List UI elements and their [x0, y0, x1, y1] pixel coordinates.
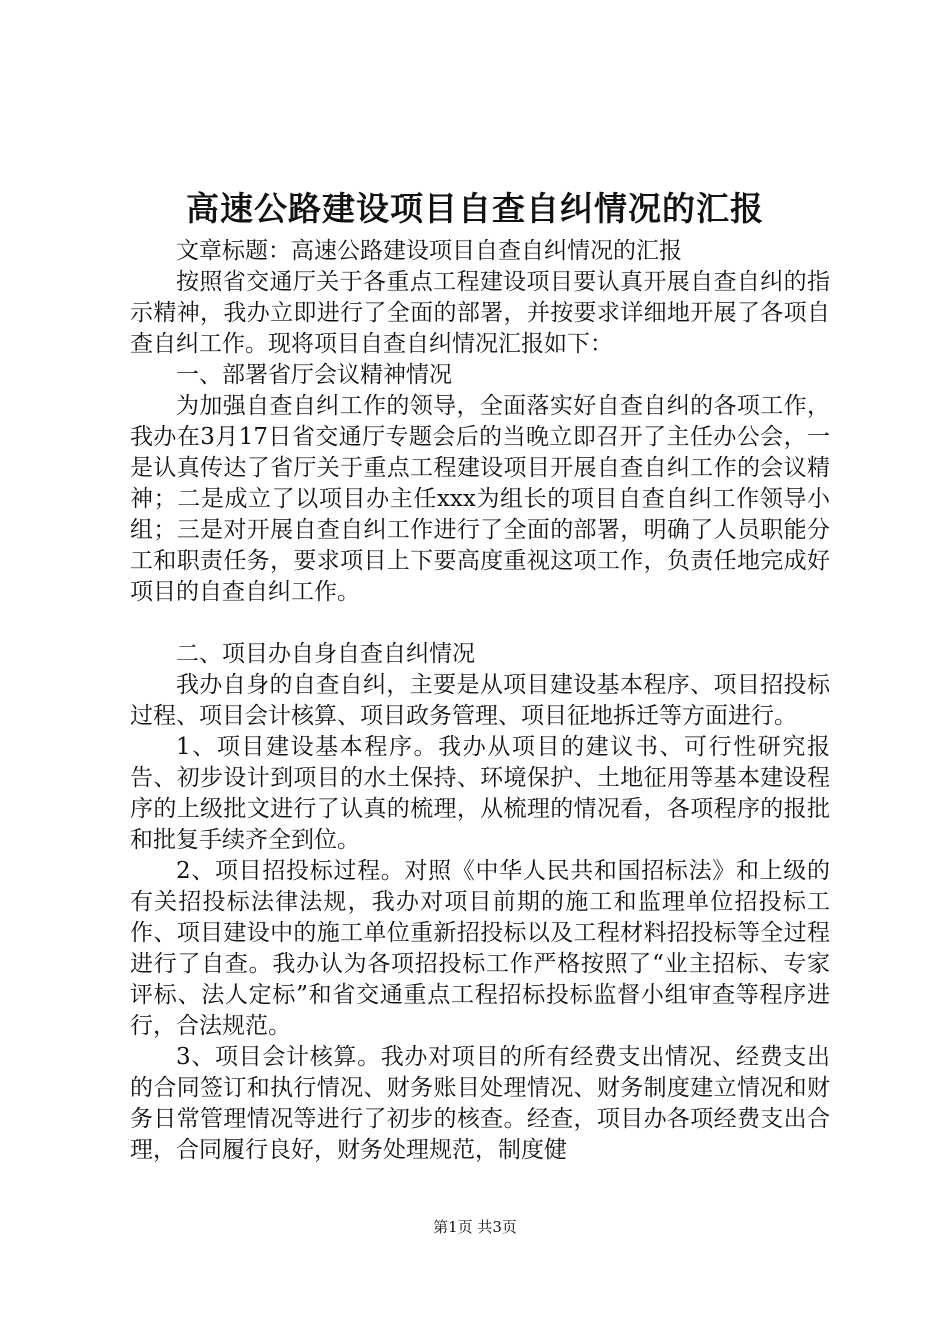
document-body — [130, 236, 830, 1166]
item-2-paragraph: 2、项目招投标过程。对照《中华人民共和国招标法》和上级的有关招投标法律法规，我办对项目前期的施工和监理单位招投标工作、项目建设中的施工单位重新招投标以及工程材料招投标等全过程进行了自查。我办认为各项招投标工作严格按照了“业主招标、专家评标、法人定标”和省交通重点工程招标投标监督小组审查等程序进行，合法规范。 — [130, 858, 830, 1039]
item-1-paragraph: 1、项目建设基本程序。我办从项目的建议书、可行性研究报告、初步设计到项目的水土保持、环境保护、土地征用等基本建设程序的上级批文进行了认真的梳理，从梳理的情况看，各项程序的报批和批复手续齐全到位。 — [130, 734, 830, 853]
section-heading-1: 一、部署省厅会议精神情况 — [176, 362, 452, 388]
item-3-paragraph: 3、项目会计核算。我办对项目的所有经费支出情况、经费支出的合同签订和执行情况、财务账目处理情况、财务制度建立情况和财务日常管理情况等进行了初步的核查。经查，项目办各项经费支出合理，合同履行良好，财务处理规范，制度健 — [130, 1044, 830, 1163]
page-number-footer: 第1页 共3页 — [433, 1218, 517, 1236]
section-heading-2: 二、项目办自身自查自纠情况 — [176, 641, 475, 667]
article-title-line: 文章标题：高速公路建设项目自查自纠情况的汇报 — [176, 238, 682, 264]
document-title: 高速公路建设项目自查自纠情况的汇报 — [186, 189, 764, 228]
intro-paragraph: 按照省交通厅关于各重点工程建设项目要认真开展自查自纠的指示精神，我办立即进行了全面的部署，并按要求详细地开展了各项自查自纠工作。现将项目自查自纠情况汇报如下： — [130, 269, 830, 357]
section-1-paragraph: 为加强自查自纠工作的领导，全面落实好自查自纠的各项工作，我办在3月17日省交通厅专题会后的当晚立即召开了主任办公会，一是认真传达了省厅关于重点工程建设项目开展自查自纠工作的会议精神；二是成立了以项目办主任xxx为组长的项目自查自纠工作领导小组；三是对开展自查自纠工作进行了全面的部署，明确了人员职能分工和职责任务，要求项目上下要高度重视这项工作，负责任地完成好项目的自查自纠工作。 — [130, 393, 830, 605]
section-2-paragraph: 我办自身的自查自纠，主要是从项目建设基本程序、项目招投标过程、项目会计核算、项目政务管理、项目征地拆迁等方面进行。 — [130, 672, 830, 729]
paragraph-gap — [130, 608, 830, 639]
